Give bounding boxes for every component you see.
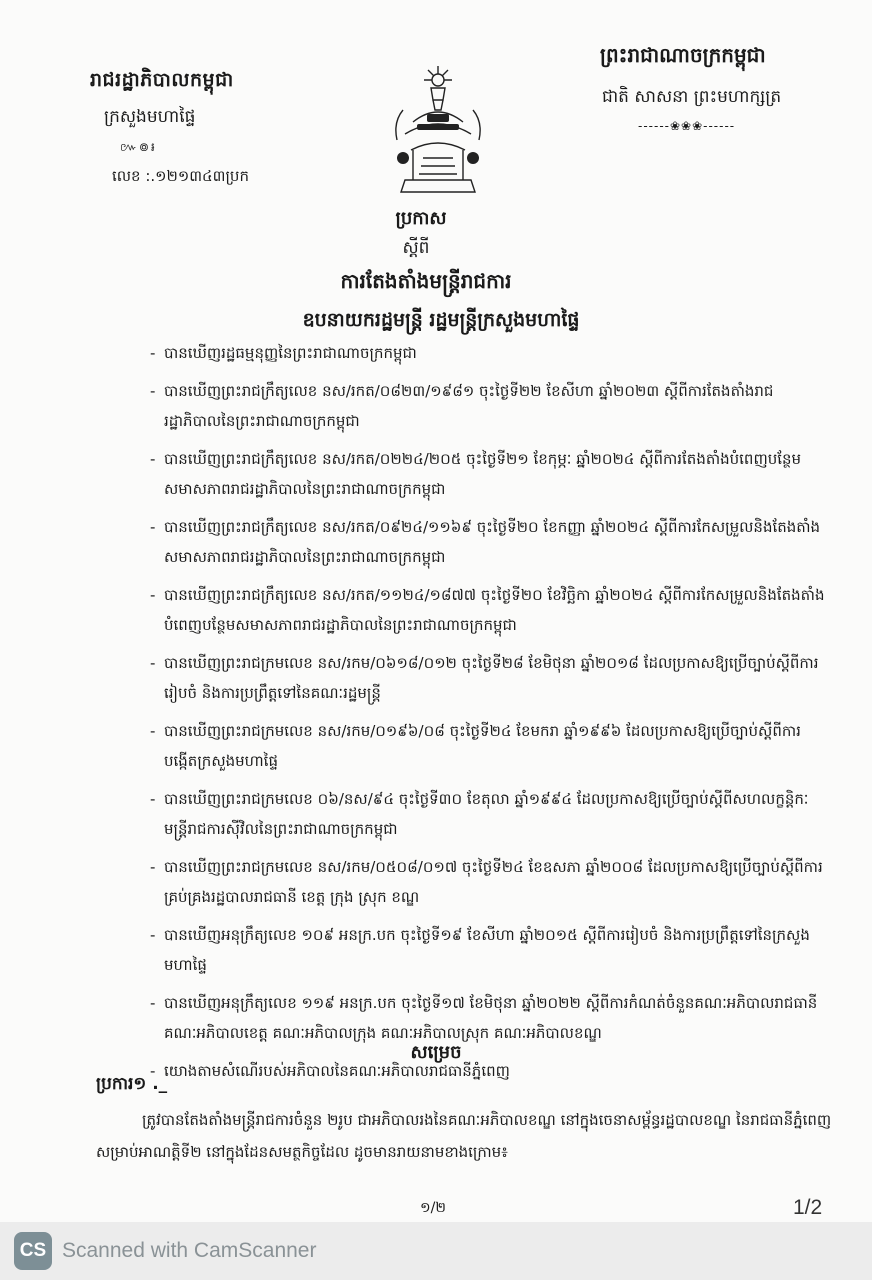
letterhead-left (90, 68, 330, 189)
camscanner-icon: CS (14, 1232, 52, 1270)
page-indicator: 1/2 (793, 1196, 823, 1219)
ministry-name: ក្រសួងមហាផ្ទៃ (104, 107, 196, 127)
decision-heading: សម្រេច (410, 1042, 462, 1063)
list-item: - បានឃើញព្រះរាជក្រឹត្យលេខ នស/រកត/០៨២៣/១៩៨១ ចុះថ្ងៃទី២២ ខែសីហា ឆ្នាំ២០២៣ ស្តីពីការតែងតាំងរាជរដ្ឋាភិបាលនៃព្រះរាជាណាចក្រកម្ពុជា (150, 376, 830, 436)
list-item: - បានឃើញអនុក្រឹត្យលេខ ១១៩ អនក្រ.បក ចុះថ្ងៃទី១៧ ខែមិថុនា ឆ្នាំ២០២២ ស្តីពីការកំណត់ចំនួនគណៈអភិបាលរាជធានី គណៈអភិបាលខេត្ត គណៈអភិបាលក្រុង គណៈអភិបាលស្រុក គណៈអភិបាលខណ្ឌ (150, 988, 830, 1048)
issuer-title: ឧបនាយករដ្ឋមន្ត្រី រដ្ឋមន្ត្រីក្រសួងមហាផ្ទៃ (302, 309, 580, 331)
watermark-text: Scanned with CamScanner (62, 1239, 317, 1262)
document-title (0, 206, 872, 336)
scanner-watermark (0, 1222, 872, 1280)
ornament-divider: ៚៙៛ (120, 140, 157, 154)
article-text: ត្រូវបានតែងតាំងមន្ត្រីរាជការចំនួន ២រូប ជាអភិបាលរងនៃគណៈអភិបាលខណ្ឌ នៅក្នុងចេនាសម្ព័ន្ធរដ្ឋបាលខណ្ឌ នៃរាជធានីភ្នំពេញ សម្រាប់អាណត្តិទី២ នៅក្នុងដែនសមត្ថកិច្ចដែល ដូចមានរាយនាមខាងក្រោម៖ (96, 1111, 832, 1161)
list-item: - បានឃើញព្រះរាជក្រឹត្យលេខ នស/រកត/០៩២៤/១១៦៩ ចុះថ្ងៃទី២០ ខែកញ្ញា ឆ្នាំ២០២៤ ស្តីពីការកែសម្រួលនិងតែងតាំងសមាសភាពរាជរដ្ឋាភិបាលនៃព្រះរាជាណាចក្រកម្ពុជា (150, 512, 830, 572)
list-item: - បានឃើញអនុក្រឹត្យលេខ ១០៩ អនក្រ.បក ចុះថ្ងៃទី១៩ ខែសីហា ឆ្នាំ២០១៥ ស្តីពីការរៀបចំ និងការប្រព្រឹត្តទៅនៃក្រសួងមហាផ្ទៃ (150, 920, 830, 980)
page-number: ១/២ (420, 1200, 446, 1216)
about-label: ស្តីពី (402, 238, 430, 258)
legal-basis-list (150, 338, 830, 1094)
motto-divider: ------❀❀❀------ (638, 119, 736, 133)
list-item: - យោងតាមសំណើរបស់អភិបាលនៃគណៈអភិបាលរាជធានីភ្នំពេញ (150, 1056, 830, 1086)
list-item: - បានឃើញរដ្ឋធម្មនុញ្ញនៃព្រះរាជាណាចក្រកម្ពុជា (150, 338, 830, 368)
list-item: - បានឃើញព្រះរាជក្រឹត្យលេខ នស/រកត/១១២៤/១៨៧៧ ចុះថ្ងៃទី២០ ខែវិច្ឆិកា ឆ្នាំ២០២៤ ស្តីពីការកែសម្រួលនិងតែងតាំងបំពេញបន្ថែមសមាសភាពរាជរដ្ឋាភិបាលនៃព្រះរាជាណាចក្រកម្ពុជា (150, 580, 830, 640)
list-item: - បានឃើញព្រះរាជក្រមលេខ នស/រកម/០១៩៦/០៨ ចុះថ្ងៃទី២៤ ខែមករា ឆ្នាំ១៩៩៦ ដែលប្រកាសឱ្យប្រើច្បាប់ស្តីពីការបង្កើតក្រសួងមហាផ្ទៃ (150, 716, 830, 776)
list-item: - បានឃើញព្រះរាជក្រមលេខ ០៦/នស/៩៤ ចុះថ្ងៃទី៣០ ខែតុលា ឆ្នាំ១៩៩៤ ដែលប្រកាសឱ្យប្រើច្បាប់ស្តីពីសហលក្ខន្តិកៈមន្ត្រីរាជការស៊ីវិលនៃព្រះរាជាណាចក្រកម្ពុជា (150, 784, 830, 844)
kingdom-title: ព្រះរាជាណាចក្រកម្ពុជា (600, 43, 766, 67)
article-heading: ប្រការ១ ._ (96, 1074, 168, 1094)
letterhead-right (600, 42, 840, 133)
document-subject: ការតែងតាំងមន្ត្រីរាជការ (340, 269, 512, 293)
government-name: រាជរដ្ឋាភិបាលកម្ពុជា (90, 69, 234, 91)
document-type: ប្រកាស (395, 208, 447, 229)
list-item: - បានឃើញព្រះរាជក្រមលេខ នស/រកម/០៥០៨/០១៧ ចុះថ្ងៃទី២៤ ខែឧសភា ឆ្នាំ២០០៨ ដែលប្រកាសឱ្យប្រើច្បាប់ស្តីពីការគ្រប់គ្រងរដ្ឋបាលរាជធានី ខេត្ត ក្រុង ស្រុក ខណ្ឌ (150, 852, 830, 912)
national-motto: ជាតិ សាសនា ព្រះមហាក្សត្រ (602, 87, 782, 107)
list-item: - បានឃើញព្រះរាជក្រមលេខ នស/រកម/០៦១៨/០១២ ចុះថ្ងៃទី២៨ ខែមិថុនា ឆ្នាំ២០១៨ ដែលប្រកាសឱ្យប្រើច្បាប់ស្តីពីការរៀបចំ និងការប្រព្រឹត្តទៅនៃគណៈរដ្ឋមន្ត្រី (150, 648, 830, 708)
reference-number: លេខ :.១២១៣៤៣ប្រក (112, 167, 249, 185)
list-item: - បានឃើញព្រះរាជក្រឹត្យលេខ នស/រកត/០២២៤/២០៥ ចុះថ្ងៃទី២១ ខែកុម្ភៈ ឆ្នាំ២០២៤ ស្តីពីការតែងតាំងបំពេញបន្ថែមសមាសភាពរាជរដ្ឋាភិបាលនៃព្រះរាជាណាចក្រកម្ពុជា (150, 444, 830, 504)
royal-emblem (383, 62, 493, 200)
